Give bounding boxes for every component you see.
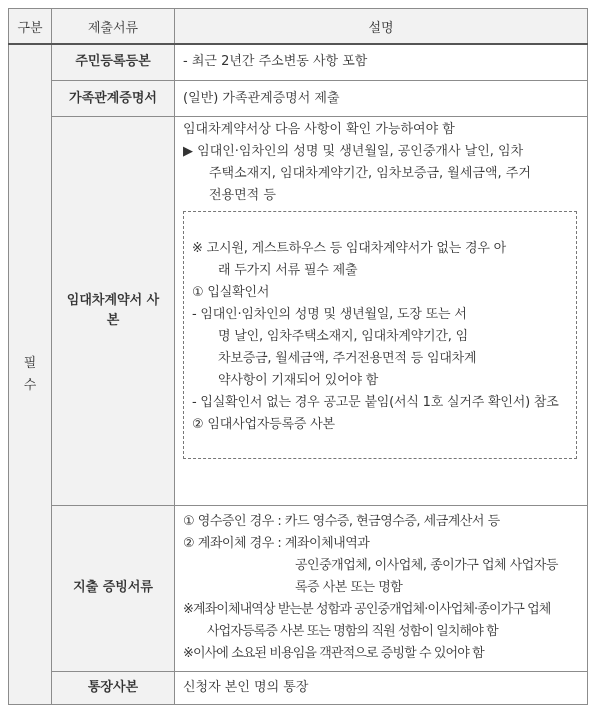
note-line: ① 입실확인서: [192, 285, 270, 301]
doc-name-lease-contract: [52, 117, 175, 505]
note-line: 차보증금, 월세금액, 주거전용면적 등 임대차계: [218, 351, 477, 367]
doc-desc-resident-registration: [175, 44, 588, 80]
category-label-2: 수: [23, 377, 37, 393]
desc-line: 록증 사본 또는 명함: [295, 580, 403, 596]
doc-name-resident-registration: 주민등록등본: [52, 44, 175, 80]
header-category: 구분: [9, 9, 52, 45]
note-line: 명 날인, 임차주택소재지, 임대차계약기간, 임: [218, 329, 468, 345]
desc-line: 신청자 본인 명의 통장: [183, 679, 309, 695]
desc-line: ※계좌이체내역상 받는분 성함과 공인중개업체·이사업체·종이가구 업체: [183, 602, 551, 618]
table-row: [9, 671, 588, 704]
required-documents-table: [8, 8, 588, 705]
table-row: [9, 505, 588, 671]
note-line: - 입실확인서 없는 경우 공고문 붙임(서식 1호 실거주 확인서) 참조: [192, 395, 559, 411]
desc-line: ② 계좌이체 경우 : 계좌이체내역과: [183, 536, 370, 552]
note-line: - 임대인·임차인의 성명 및 생년월일, 도장 또는 서: [192, 307, 467, 323]
desc-line: 공인중개업체, 이사업체, 종이가구 업체 사업자등: [295, 558, 558, 574]
header-description: 설명: [175, 9, 588, 45]
desc-line: (일반) 가족관계증명서 제출: [183, 90, 340, 106]
note-line: ※ 고시원, 게스트하우스 등 임대차계약서가 없는 경우 아: [192, 241, 507, 257]
doc-name-expense-proof: 지출 증빙서류: [52, 505, 175, 671]
desc-line: 주택소재지, 임대차계약기간, 임차보증금, 월세금액, 주거: [209, 166, 531, 182]
desc-line: 임대차계약서상 다음 사항이 확인 가능하여야 함: [183, 122, 455, 138]
category-cell: [9, 44, 52, 705]
doc-name-family-relation: 가족관계증명서: [52, 80, 175, 116]
desc-line: ※이사에 소요된 비용임을 객관적으로 증빙할 수 있어야 함: [183, 646, 484, 662]
note-box: [183, 211, 577, 459]
note-line: 약사항이 기재되어 있어야 함: [218, 373, 379, 389]
category-label-1: 필: [23, 355, 37, 371]
note-line: 래 두가지 서류 필수 제출: [218, 263, 358, 279]
table-row: [9, 44, 588, 80]
doc-desc-family-relation: [175, 80, 588, 116]
table-header-row: [9, 9, 588, 45]
desc-line: ▶ 임대인·임차인의 성명 및 생년월일, 공인중개사 날인, 임차: [183, 144, 524, 160]
doc-name-line: 본: [106, 313, 120, 329]
table-row: [9, 80, 588, 116]
doc-desc-expense-proof: [175, 505, 588, 671]
desc-line: 사업자등록증 사본 또는 명함의 직원 성함이 일치해야 함: [207, 624, 498, 640]
table-row: [9, 117, 588, 505]
doc-desc-lease-contract: [175, 117, 588, 505]
doc-name-bankbook: 통장사본: [52, 671, 175, 704]
desc-line: - 최근 2년간 주소변동 사항 포함: [183, 54, 368, 70]
doc-desc-bankbook: [175, 671, 588, 704]
desc-line: 전용면적 등: [209, 188, 276, 204]
header-document: 제출서류: [52, 9, 175, 45]
desc-line: ① 영수증인 경우 : 카드 영수증, 현금영수증, 세금계산서 등: [183, 514, 500, 530]
doc-name-line: 임대차계약서 사: [66, 293, 160, 309]
note-line: ② 임대사업자등록증 사본: [192, 417, 335, 433]
